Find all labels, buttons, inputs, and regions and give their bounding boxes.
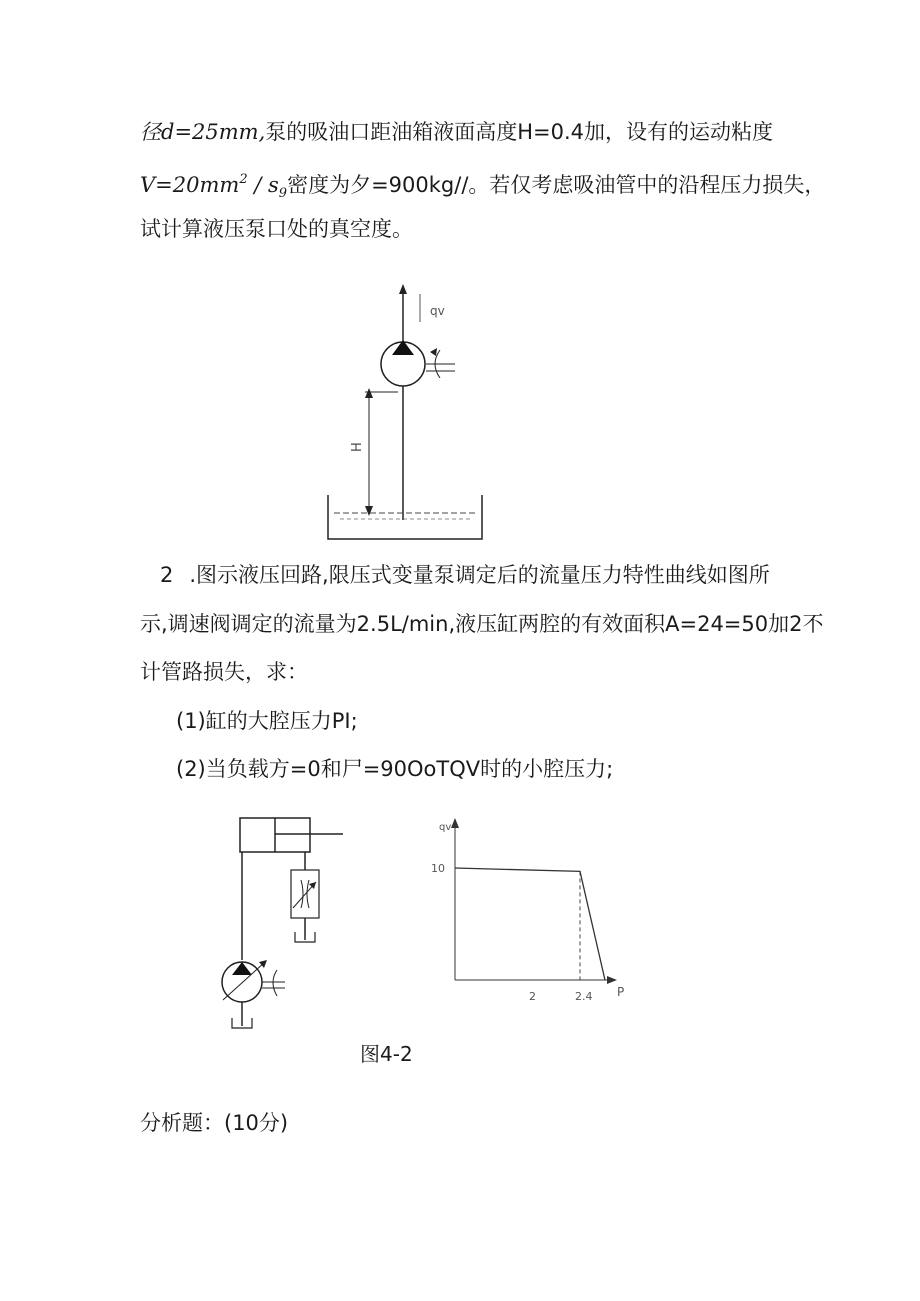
question-2: (2)当负载方=0和尸=90OoTQV时的小腔压力; bbox=[176, 757, 614, 781]
figure-caption: 图4-2 bbox=[360, 1042, 413, 1066]
problem1-line-1 bbox=[140, 118, 773, 146]
y-tick-10: 10 bbox=[431, 862, 445, 875]
x-tick-2: 2 bbox=[529, 990, 536, 1003]
section-heading: 分析题：(10分) bbox=[140, 1111, 289, 1135]
y-axis-label: qv bbox=[439, 822, 452, 833]
problem1-line-2-text: 密度为夕=900kg//。若仅考虑吸油管中的沿程压力损失， bbox=[287, 173, 826, 197]
problem1-line-1-text: 泵的吸油口距油箱液面高度H=0.4加，设有的运动粘度 bbox=[265, 120, 774, 144]
problem1-line-2 bbox=[140, 166, 825, 208]
characteristic-curve bbox=[455, 868, 605, 980]
hydraulic-circuit-diagram bbox=[215, 812, 355, 1042]
problem2-line-1 bbox=[160, 561, 770, 589]
viscosity-text: V=20mm bbox=[140, 173, 240, 197]
problem2-line-3: 计管路损失，求： bbox=[140, 660, 308, 684]
flow-label: qv bbox=[430, 304, 445, 318]
pump-triangle-icon bbox=[392, 340, 414, 355]
viscosity-exponent: 2 bbox=[239, 172, 248, 187]
height-label: H bbox=[350, 442, 365, 452]
problem-number: 2 bbox=[160, 563, 174, 587]
problem2-line-1-text: .图示液压回路,限压式变量泵调定后的流量压力特性曲线如图所 bbox=[189, 563, 770, 587]
pump-suction-diagram bbox=[320, 280, 500, 545]
question-1: (1)缸的大腔压力PI; bbox=[176, 709, 358, 733]
problem1-line-3: 试计算液压泵口处的真空度。 bbox=[140, 217, 413, 241]
viscosity-subscript: 9 bbox=[278, 186, 288, 201]
viscosity-unit: / s bbox=[247, 173, 279, 197]
x-tick-2-4: 2.4 bbox=[575, 990, 593, 1003]
pipe-diameter-text: 径d=25mm, bbox=[140, 120, 266, 144]
x-axis-label: P bbox=[617, 985, 625, 999]
problem2-line-2: 示,调速阀调定的流量为2.5L/min,液压缸两腔的有效面积A=24=50加2不 bbox=[140, 612, 824, 636]
oil-tank bbox=[328, 495, 482, 539]
flow-pressure-chart bbox=[415, 812, 635, 1012]
